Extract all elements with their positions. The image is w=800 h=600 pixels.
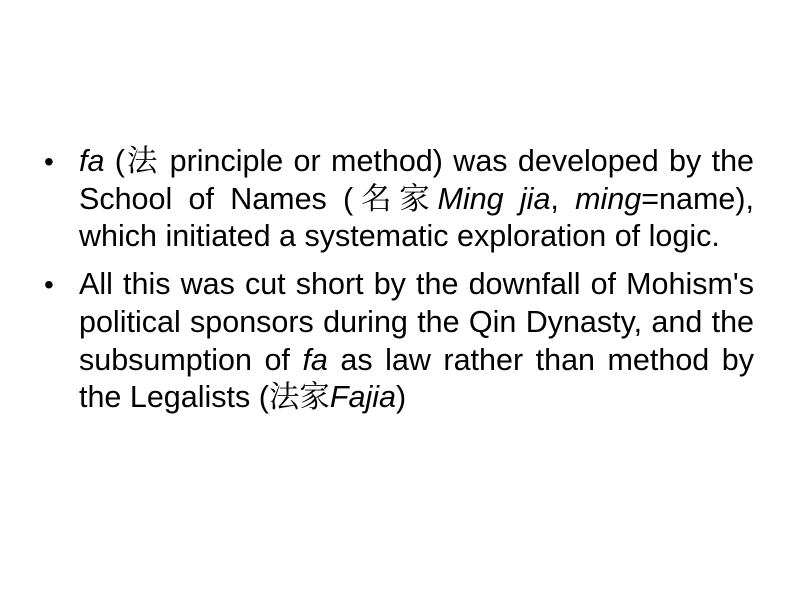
- text-italic: fa: [79, 144, 105, 178]
- text-normal: =name), which initiated a systematic exploration of logic.: [79, 181, 754, 254]
- text-italic: ming: [575, 181, 642, 216]
- bullet-item: [42, 143, 754, 256]
- text-italic: Fajia: [329, 380, 396, 415]
- bullet-dot-icon: •: [44, 269, 54, 301]
- text-normal: (法 principle or method) was developed by the School of Names (名家: [79, 144, 754, 216]
- text-italic: fa: [302, 342, 328, 377]
- text-normal: All this was cut short by the downfall of Mohism's political sponsors during the Qin Dynasty, and the subsumption of: [79, 267, 754, 377]
- bullet-list: [42, 143, 754, 427]
- bullet-item: [42, 266, 754, 417]
- bullet-text: [79, 267, 754, 414]
- bullet-text: [79, 144, 754, 253]
- text-normal: ,: [550, 181, 576, 216]
- text-normal: as law rather than method by the Legalists (法家: [79, 342, 754, 415]
- text-italic: Ming jia: [437, 181, 551, 216]
- bullet-dot-icon: •: [44, 146, 54, 177]
- text-normal: ): [396, 380, 407, 415]
